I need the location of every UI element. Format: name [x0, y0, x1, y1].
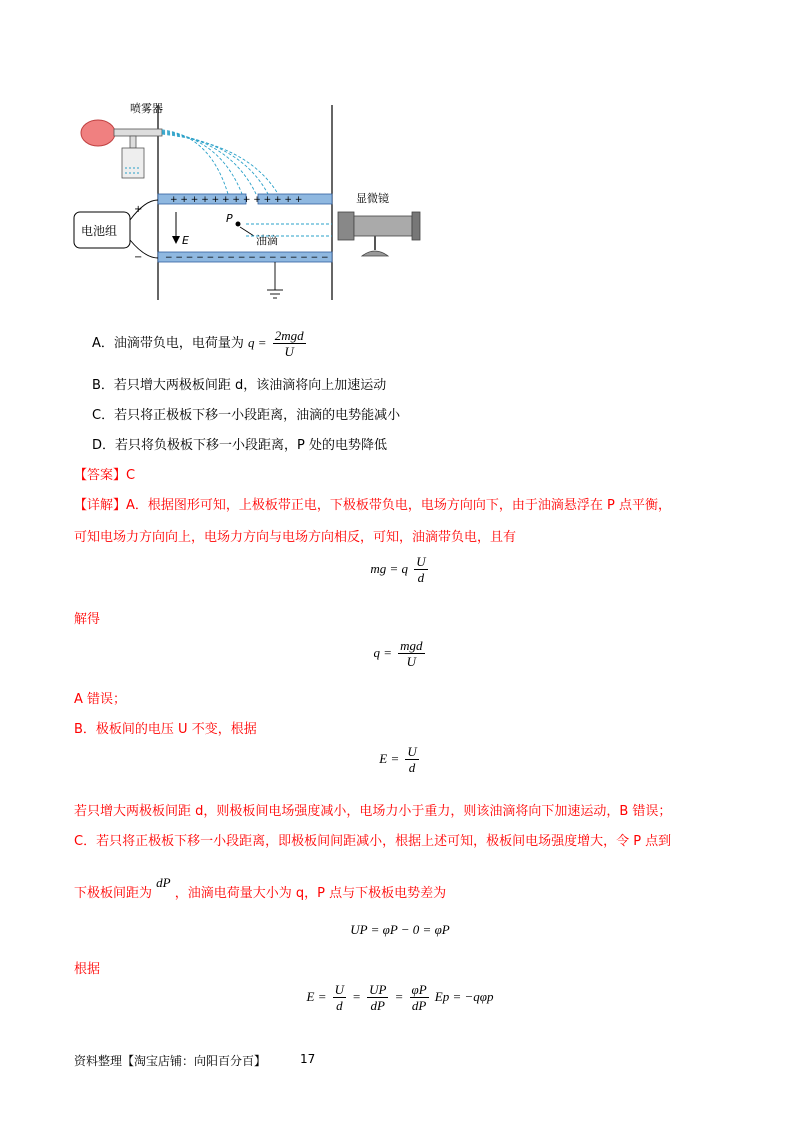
option-d: D．若只将负极板下移一小段距离，P 处的电势降低 — [92, 438, 387, 453]
b-line-2: 若只增大两极板间距 d，则极板间电场强度减小，电场力小于重力，则该油滴将向下加速运动，B 错误； — [74, 804, 672, 819]
oil-droplet — [236, 222, 241, 227]
bottom-plate-charges: − − − − − − − − − − − − − − − − — [165, 253, 329, 263]
explanation-line-1: 【详解】A．根据图形可知，上极板带正电，下极板带负电，电场方向向下，由于油滴悬浮在 P 点平衡， — [74, 498, 671, 513]
equation-3: E = $\frac{U}{d}$ — [379, 744, 417, 775]
option-a-text: A．油滴带负电，电荷量为 — [92, 336, 244, 351]
sprayer-label: 喷雾器 — [130, 102, 163, 115]
battery-minus: − — [134, 252, 143, 263]
explanation-line-2: 可知电场力方向向上，电场力方向与电场方向相反，可知，油滴带负电，且有 — [74, 530, 517, 545]
spray-arcs — [162, 130, 278, 194]
oil-label: 油滴 — [256, 234, 278, 247]
option-a-formula-lhs: q = — [248, 335, 267, 350]
battery-label: 电池组 — [81, 224, 118, 238]
potential-energy-formula: Ep = −qφp — [434, 989, 494, 1004]
c-line-2: 下极板间距为 dP ，油滴电荷量大小为 q，P 点与下极板电势差为 — [74, 875, 447, 901]
field-label: E — [182, 234, 189, 247]
option-a — [92, 328, 308, 359]
according-label: 根据 — [74, 962, 101, 977]
point-label: P — [226, 212, 233, 225]
millikan-apparatus-figure — [70, 100, 430, 310]
battery-plus: + — [134, 204, 143, 215]
equation-2: q = $\frac{\text{mgd}}{U}$ — [373, 638, 423, 669]
equation-4: UP = φP − 0 = φP — [350, 922, 450, 937]
equation-5: E = $\frac{U}{d}$ = $\frac{UP}{dP}$ = $\frac{\varphi P}{dP}$ Ep = −qφp — [306, 982, 494, 1013]
a-wrong: A 错误； — [74, 692, 127, 707]
equation-1: mg = q $\frac{U}{d}$ — [370, 554, 426, 585]
solve-label: 解得 — [74, 612, 101, 627]
c-line-1: C．若只将正极板下移一小段距离，即极板间间距减小，根据上述可知，极板间电场强度增大，令 P 点到 — [74, 834, 672, 849]
footer-source: 资料整理【淘宝店铺：向阳百分百】 — [74, 1054, 267, 1068]
option-b: B．若只增大两极板间距 d，该油滴将向上加速运动 — [92, 378, 387, 393]
sprayer-bulb — [81, 120, 115, 146]
microscope-tube — [354, 216, 412, 236]
b-line-1: B．极板间的电压 U 不变，根据 — [74, 722, 257, 737]
microscope-objective — [338, 212, 354, 240]
option-a-fraction: $\frac{\text{2mgd}}{U}$ — [274, 328, 304, 359]
option-c: C．若只将正极板下移一小段距离，油滴的电势能减小 — [92, 408, 401, 423]
microscope-label: 显微镜 — [356, 192, 389, 205]
answer-label: 【答案】C — [74, 468, 136, 483]
sprayer-nozzle — [114, 129, 162, 136]
page-number: 17 — [300, 1052, 316, 1066]
top-plate-charges: + + + + + + + + + + + + + — [170, 195, 303, 205]
d-p-variable: dP — [156, 875, 171, 890]
